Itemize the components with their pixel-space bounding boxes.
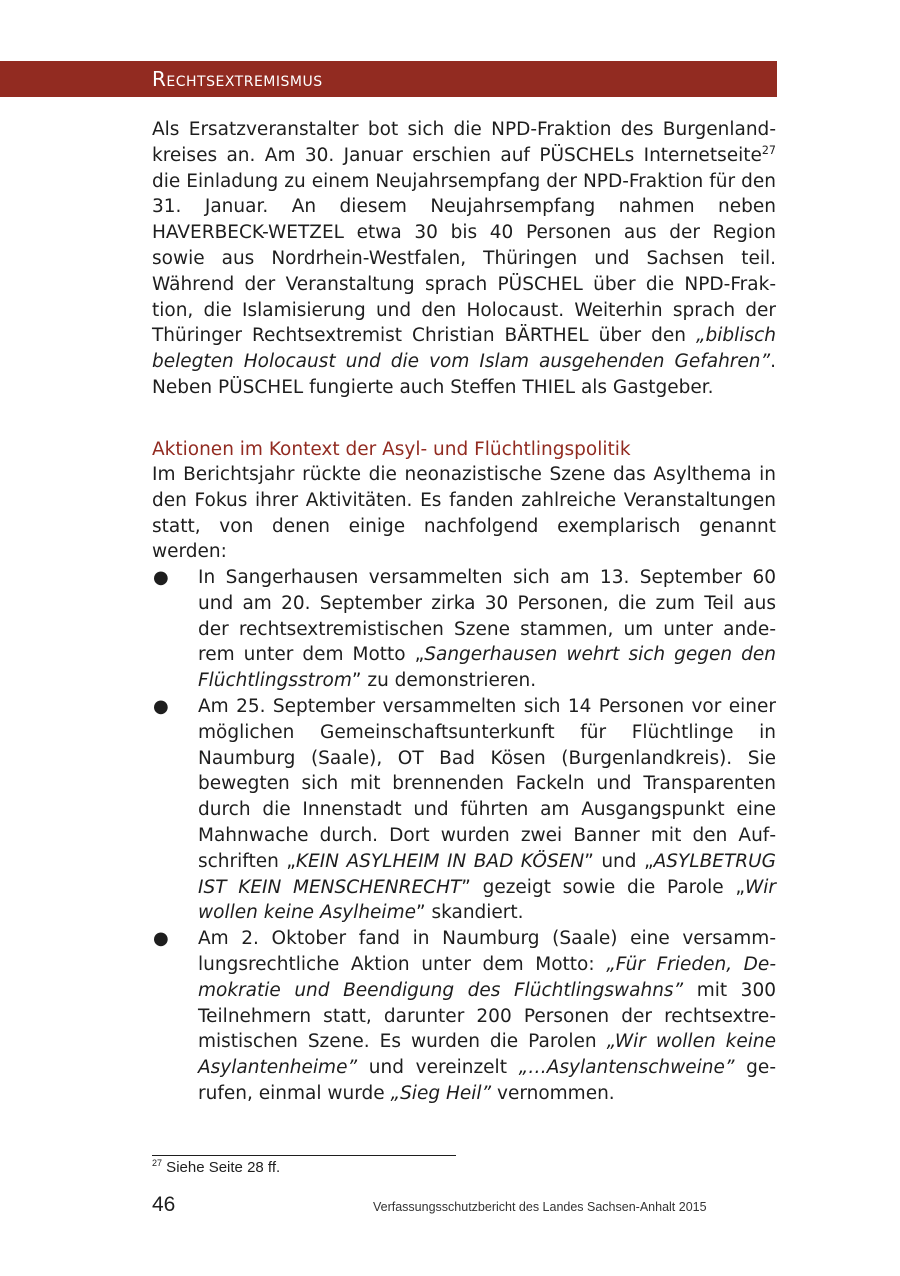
quoted-text: ASYLBETRUG IST KEIN MENSCHENRECHT — [198, 850, 776, 898]
footnote-number: 27 — [152, 1158, 163, 1168]
list-item — [152, 694, 776, 926]
item-text: ” und „ — [584, 850, 654, 872]
paragraph-intro: Im Berichtsjahr rückte die neonazistische Szene das Asylthema in den Fokus ihrer Aktivitäten. Es fanden zahlreiche Veranstaltungen statt, von denen einige nachfolgend exemplarisch genannt werden: — [152, 464, 776, 563]
footnote-reference: 27 — [761, 143, 776, 157]
quoted-text: „Wir wollen keine Asylantenheime” — [198, 1031, 777, 1079]
quoted-text: Sangerhausen wehrt sich gegen den Flüchtlingsstrom — [198, 644, 776, 692]
item-text: ” zu demonstrieren. — [351, 670, 537, 692]
paragraph-text: Als Ersatzveranstalter bot sich die NPD-Fraktion des Burgenlandkreises an. Am 30. Januar erschien auf PÜSCHELs Internetseite — [152, 119, 776, 166]
footnote — [152, 1158, 280, 1178]
quoted-text: „Sieg Heil” — [390, 1082, 492, 1104]
chapter-title: Rechtsextremismus — [152, 67, 323, 91]
page-number: 46 — [152, 1193, 176, 1216]
bullet-icon: ● — [153, 567, 169, 588]
bullet-list — [152, 565, 776, 1107]
quoted-text: KEIN ASYLHEIM IN BAD KÖSEN — [295, 850, 585, 872]
bullet-icon: ● — [153, 695, 169, 717]
item-text: gerufen, einmal wurde — [198, 1057, 776, 1104]
list-item — [152, 565, 776, 694]
item-text: Am 2. Oktober fand in Naumburg (Saale) eine versammlungsrechtliche Aktion unter dem Motto: — [198, 928, 776, 975]
item-text: mit 300 Teilnehmern statt, darunter 200 Personen der rechtsextremistischen Szene. Es wurden die Parolen — [198, 979, 776, 1053]
chapter-header-band — [0, 61, 777, 97]
paragraph-neujahrsempfang — [152, 117, 776, 401]
section-heading: Aktionen im Kontext der Asyl- und Flüchtlingspolitik — [152, 439, 631, 460]
paragraph-text: die Einladung zu einem Neujahrsempfang der NPD-Fraktion für den 31. Januar. An diesem Neujahrsempfang nahmen neben HAVERBECK-WETZEL etwa 30 bis 40 Personen aus der Region sowie aus Nordrhein-Westfalen, Thüringen und Sachsen teil. Während der Veranstaltung sprach PÜSCHEL über die NPD-Fraktion, die Islamisierung und den Holocaust. Weiterhin sprach der Thüringer Rechtsextremist Christian BÄRTHEL über den — [152, 170, 776, 347]
footnote-divider — [152, 1155, 456, 1156]
running-footer-title: Verfassungsschutzbericht des Landes Sachsen-Anhalt 2015 — [373, 1200, 707, 1214]
item-text: Am 25. September versammelten sich 14 Personen vor einer möglichen Gemeinschaftsunterkunft für Flüchtlinge in Naumburg (Saale), OT Bad Kösen (Burgenlandkreis). Sie bewegten sich mit brennenden Fackeln und Transparenten durch die Innenstadt und führten am Ausgangspunkt eine Mahnwache durch. Dort wurden zwei Banner mit den Aufschriften „ — [198, 695, 776, 872]
item-text: vernommen. — [491, 1082, 615, 1104]
footnote-text: Siehe Seite 28 ff. — [162, 1159, 281, 1176]
item-text: und vereinzelt — [357, 1057, 519, 1079]
quoted-text: „…Asylantenschweine” — [518, 1057, 735, 1079]
item-text: ” skandiert. — [415, 902, 524, 924]
item-text: In Sangerhausen versammelten sich am 13. September 60 und am 20. September zirka 30 Personen, die zum Teil aus der rechtsextremistischen Szene stammen, um unter anderem unter dem Motto „ — [198, 567, 776, 666]
quoted-text: „biblisch belegten Holocaust und die vom Islam ausgehenden Gefahren” — [152, 325, 776, 373]
quoted-text: „Für Frieden, Demokratie und Beendigung des Flüchtlingswahns” — [198, 953, 776, 1001]
paragraph-text: . Neben PÜSCHEL fungierte auch Steffen THIEL als Gastgeber. — [152, 351, 776, 398]
list-item — [152, 926, 776, 1107]
item-text: ” gezeigt sowie die Parole „ — [461, 876, 745, 898]
quoted-text: Wir wollen keine Asylheime — [198, 876, 776, 924]
bullet-icon: ● — [153, 928, 169, 950]
